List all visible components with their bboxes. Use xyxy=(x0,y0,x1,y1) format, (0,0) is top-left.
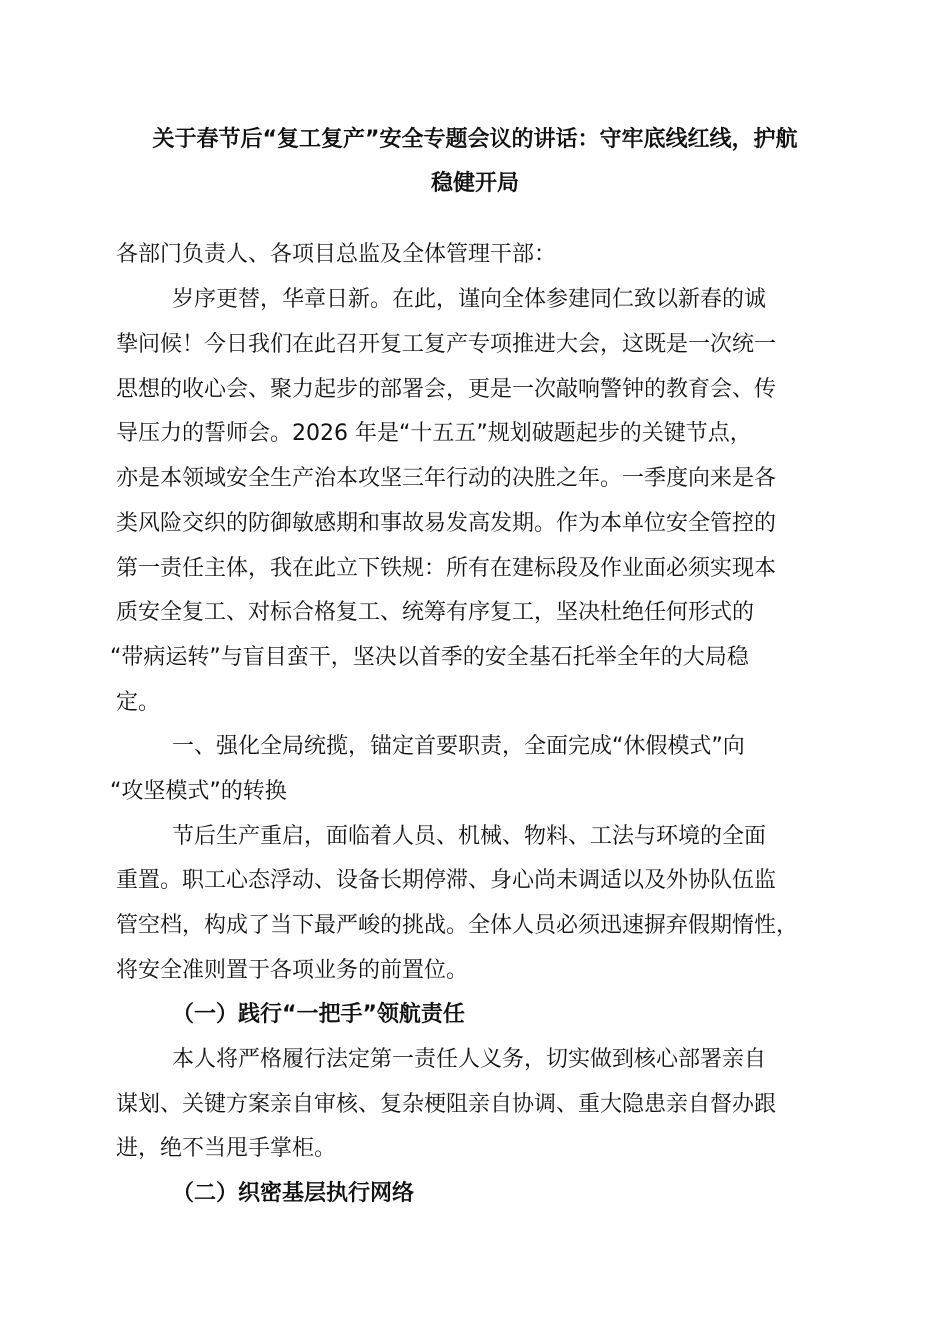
intro-line-7: 第一责任主体，我在此立下铁规：所有在建标段及作业面必须实现本 xyxy=(116,556,777,581)
intro-line-2: 挚问候！今日我们在此召开复工复产专项推进大会，这既是一次统一 xyxy=(116,332,777,357)
intro-line-3: 思想的收心会、聚力起步的部署会，更是一次敲响警钟的教育会、传 xyxy=(116,377,777,402)
sub1-paragraph-line-1: 本人将严格履行法定第一责任人义务，切实做到核心部署亲自 xyxy=(172,1047,767,1072)
sub2-heading: （二）织密基层执行网络 xyxy=(172,1181,415,1206)
sub1-heading: （一）践行“一把手”领航责任 xyxy=(172,1002,465,1027)
intro-line-5: 亦是本领域安全生产治本攻坚三年行动的决胜之年。一季度向来是各 xyxy=(116,466,777,491)
section1-paragraph-line-3: 管空档，构成了当下最严峻的挑战。全体人员必须迅速摒弃假期惰性， xyxy=(116,913,799,938)
title-line-2: 稳健开局 xyxy=(430,171,519,196)
section1-paragraph-line-1: 节后生产重启，面临着人员、机械、物料、工法与环境的全面 xyxy=(172,824,767,849)
section1-heading-line-1: 一、强化全局统揽，锚定首要职责，全面完成“休假模式”向 xyxy=(172,734,745,759)
sub1-paragraph-line-3: 进，绝不当甩手掌柜。 xyxy=(116,1136,337,1161)
salutation: 各部门负责人、各项目总监及全体管理干部： xyxy=(116,242,557,267)
intro-line-6: 类风险交织的防御敏感期和事故易发高发期。作为本单位安全管控的 xyxy=(116,511,777,536)
document-title xyxy=(110,118,840,206)
title-line-1: 关于春节后“复工复产”安全专题会议的讲话：守牢底线红线，护航 xyxy=(152,127,798,152)
intro-line-9: “带病运转”与盲目蛮干，坚决以首季的安全基石托举全年的大局稳 xyxy=(110,645,749,670)
section1-heading-line-2: “攻坚模式”的转换 xyxy=(110,779,287,804)
intro-line-1: 岁序更替，华章日新。在此，谨向全体参建同仁致以新春的诚 xyxy=(172,287,767,312)
intro-line-4: 导压力的誓师会。2026 年是“十五五”规划破题起步的关键节点， xyxy=(116,421,752,446)
section1-paragraph-line-2: 重置。职工心态浮动、设备长期停滞、身心尚未调适以及外协队伍监 xyxy=(116,868,777,893)
sub1-paragraph-line-2: 谋划、关键方案亲自审核、复杂梗阻亲自协调、重大隐患亲自督办跟 xyxy=(116,1092,777,1117)
intro-line-8: 质安全复工、对标合格复工、统筹有序复工，坚决杜绝任何形式的 xyxy=(116,600,755,625)
intro-line-10: 定。 xyxy=(116,690,161,715)
section1-paragraph-line-4: 将安全准则置于各项业务的前置位。 xyxy=(116,958,469,983)
